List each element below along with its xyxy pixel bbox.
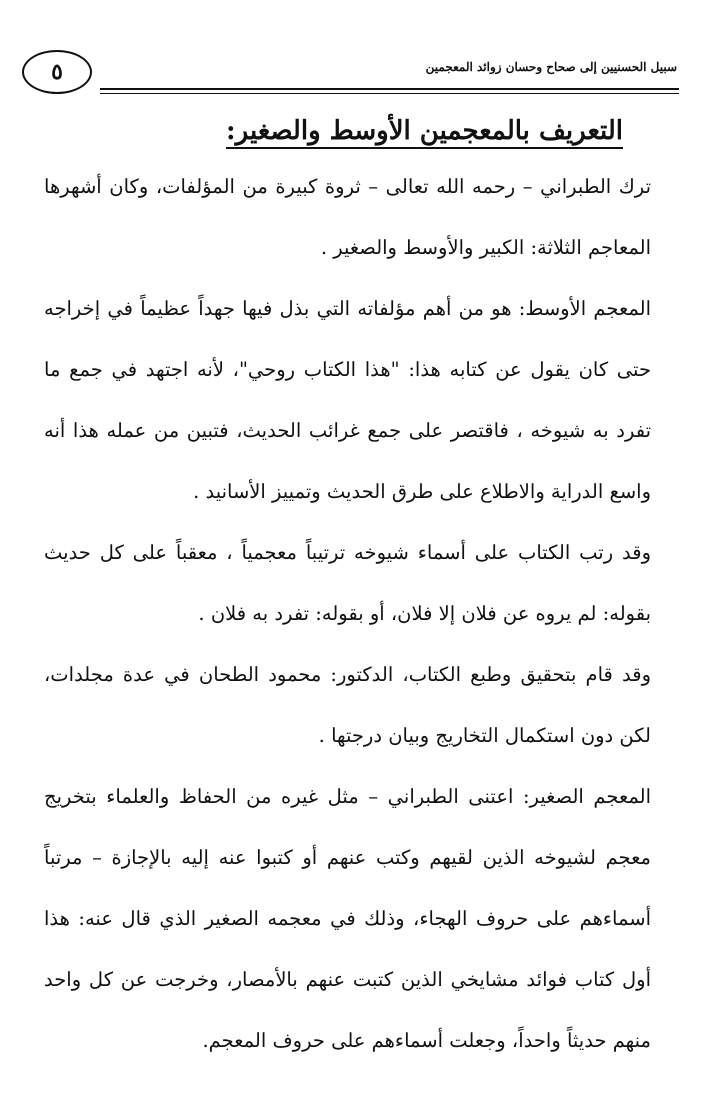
page-content <box>44 106 651 1071</box>
section-title: التعريف بالمعجمين الأوسط والصغير: <box>226 116 623 146</box>
page-number: ٥ <box>22 50 92 94</box>
paragraph: وقد رتب الكتاب على أسماء شيوخه ترتيباً معجمياً ، معقباً على كل حديث بقوله: لم يروه عن فلان إلا فلان، أو بقوله: تفرد به فلان . <box>44 541 651 625</box>
header-rule <box>100 88 679 90</box>
paragraph: وقد قام بتحقيق وطبع الكتاب، الدكتور: محمود الطحان في عدة مجلدات، لكن دون استكمال التخاريج وبيان درجتها . <box>44 663 651 747</box>
paragraph: ترك الطبراني – رحمه الله تعالى – ثروة كبيرة من المؤلفات، وكان أشهرها المعاجم الثلاثة: الكبير والأوسط والصغير . <box>44 175 651 259</box>
header-rule-thin <box>100 93 679 94</box>
paragraph: المعجم الصغير: اعتنى الطبراني – مثل غيره من الحفاظ والعلماء بتخريج معجم لشيوخه الذين لقيهم وكتب عنهم أو كتبوا عنه إليه بالإجازة – مرتباً أسماءهم على حروف الهجاء، وذلك في معجمه الصغير الذي قال عنه: هذا أول كتاب فوائد مشايخي الذين كتبت عنهم بالأمصار، وخرجت عن كل واحد منهم حديثاً واحداً، وجعلت أسماءهم على حروف المعجم. <box>44 785 651 1052</box>
page-header <box>0 0 703 110</box>
running-title: سبيل الحسنيين إلى صحاح وحسان زوائد المعجمين <box>425 60 677 74</box>
paragraph: المعجم الأوسط: هو من أهم مؤلفاته التي بذل فيها جهداً عظيماً في إخراجه حتى كان يقول عن كتابه هذا: "هذا الكتاب روحي"، لأنه اجتهد في جمع ما تفرد به شيوخه ، فاقتصر على جمع غرائب الحديث، فتبين من عمله هذا أنه واسع الدراية والاطلاع على طرق الحديث وتمييز الأسانيد . <box>44 297 651 503</box>
